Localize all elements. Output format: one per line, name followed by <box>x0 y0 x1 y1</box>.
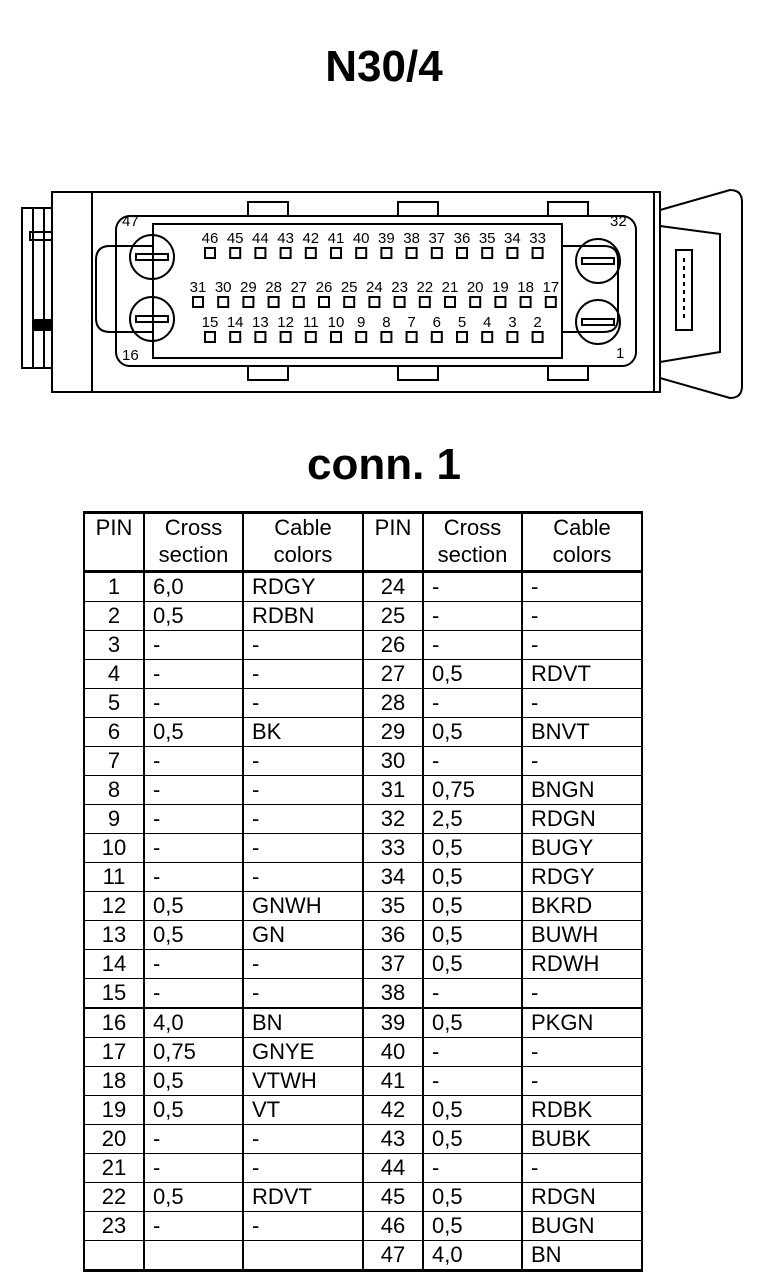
cross-section: - <box>423 979 522 1009</box>
cross-section: - <box>144 805 243 834</box>
pin-number: 20 <box>84 1125 144 1154</box>
cross-section: 0,5 <box>144 1096 243 1125</box>
pin-socket <box>457 332 467 342</box>
cable-color: BN <box>522 1241 642 1271</box>
pin-number: 8 <box>84 776 144 805</box>
pin-socket <box>495 297 505 307</box>
pin-socket <box>344 297 354 307</box>
cross-section: 0,5 <box>144 1183 243 1212</box>
cable-color: - <box>243 950 363 979</box>
connector-diagram <box>0 150 768 420</box>
cross-section: 0,5 <box>423 1008 522 1038</box>
pin-socket <box>205 332 215 342</box>
pin-socket <box>420 297 430 307</box>
cable-color: - <box>243 979 363 1009</box>
pin-socket <box>533 248 543 258</box>
table-row <box>84 805 642 834</box>
table-row <box>84 892 642 921</box>
pin-label: 24 <box>366 279 383 296</box>
cable-color: - <box>243 689 363 718</box>
pin-label: 33 <box>529 230 546 247</box>
pin-number: 26 <box>363 631 423 660</box>
pin-label: 45 <box>226 230 244 247</box>
pin-label: 17 <box>542 279 560 296</box>
table-row <box>84 1154 642 1183</box>
pin-number: 27 <box>363 660 423 689</box>
pin-number: 46 <box>363 1212 423 1241</box>
cross-section: - <box>144 660 243 689</box>
table-row <box>84 572 642 602</box>
table-row <box>84 834 642 863</box>
pin-label: 14 <box>226 314 244 331</box>
pin-label: 46 <box>201 230 219 247</box>
cable-color: BNVT <box>522 718 642 747</box>
pin-socket <box>281 248 291 258</box>
pin-number: 12 <box>84 892 144 921</box>
pin-label: 19 <box>492 279 509 296</box>
pin-number: 9 <box>84 805 144 834</box>
header-pin: PIN <box>84 513 144 572</box>
pin-socket <box>218 297 228 307</box>
pin-number: 4 <box>84 660 144 689</box>
pin-label: 39 <box>378 230 395 247</box>
cross-section: - <box>144 747 243 776</box>
pin-socket <box>381 248 391 258</box>
pin-label: 27 <box>290 279 308 296</box>
pin-number: 30 <box>363 747 423 776</box>
cross-section: 0,5 <box>423 921 522 950</box>
cable-color: - <box>522 602 642 631</box>
table-row <box>84 689 642 718</box>
pin-socket <box>507 332 517 342</box>
cable-color: - <box>243 631 363 660</box>
header-pin: PIN <box>363 513 423 572</box>
header-cross-section: Cross section <box>423 513 522 572</box>
cable-color: BUWH <box>522 921 642 950</box>
pin-label: 26 <box>315 279 333 296</box>
pin-number: 47 <box>363 1241 423 1271</box>
cable-color: - <box>522 747 642 776</box>
pin-label: 22 <box>416 279 434 296</box>
pin-number: 22 <box>84 1183 144 1212</box>
pin-label: 20 <box>466 279 484 296</box>
cable-color: - <box>243 747 363 776</box>
pin-number: 17 <box>84 1038 144 1067</box>
cable-color: - <box>243 805 363 834</box>
table-row <box>84 1038 642 1067</box>
pin-number: 33 <box>363 834 423 863</box>
pin-socket <box>255 248 265 258</box>
table-row <box>84 1067 642 1096</box>
pin-socket <box>407 248 417 258</box>
cable-color: GNYE <box>243 1038 363 1067</box>
pin-number: 37 <box>363 950 423 979</box>
pin-label: 28 <box>265 279 282 296</box>
cable-color: GNWH <box>243 892 363 921</box>
pin-socket <box>205 248 215 258</box>
table-row <box>84 1096 642 1125</box>
corner-label-32: 32 <box>610 213 627 230</box>
table-row <box>84 979 642 1009</box>
pin-number: 23 <box>84 1212 144 1241</box>
pin-socket <box>306 332 316 342</box>
connector-title: N30/4 <box>325 42 443 91</box>
cable-color: BKRD <box>522 892 642 921</box>
header-cable-colors: Cable colors <box>522 513 642 572</box>
pin-number: 2 <box>84 602 144 631</box>
pin-label: 9 <box>357 314 366 331</box>
pin-label: 11 <box>303 314 319 331</box>
cable-color: BUGN <box>522 1212 642 1241</box>
pin-socket <box>546 297 556 307</box>
pin-number: 31 <box>363 776 423 805</box>
pin-number: 40 <box>363 1038 423 1067</box>
pin-socket <box>319 297 329 307</box>
cable-color <box>243 1241 363 1271</box>
pin-label: 8 <box>382 314 391 331</box>
pin-socket <box>369 297 379 307</box>
table-row <box>84 776 642 805</box>
pin-label: 23 <box>391 279 408 296</box>
pin-label: 31 <box>189 279 207 296</box>
cable-color: RDBK <box>522 1096 642 1125</box>
pin-socket <box>281 332 291 342</box>
cross-section: - <box>144 689 243 718</box>
cable-color: - <box>243 776 363 805</box>
corner-label-16: 16 <box>122 347 139 364</box>
pin-label: 21 <box>441 279 459 296</box>
pin-number: 35 <box>363 892 423 921</box>
pin-socket <box>381 332 391 342</box>
cross-section: 0,5 <box>144 602 243 631</box>
pin-socket <box>470 297 480 307</box>
table-row <box>84 863 642 892</box>
cross-section: 0,5 <box>423 660 522 689</box>
pin-number <box>84 1241 144 1271</box>
cable-color: RDBN <box>243 602 363 631</box>
table-row <box>84 631 642 660</box>
table-row <box>84 921 642 950</box>
cross-section: - <box>144 631 243 660</box>
pin-label: 35 <box>478 230 496 247</box>
pin-number: 36 <box>363 921 423 950</box>
pin-number: 45 <box>363 1183 423 1212</box>
cable-color: PKGN <box>522 1008 642 1038</box>
cross-section: 0,5 <box>423 1096 522 1125</box>
pin-number: 11 <box>84 863 144 892</box>
cross-section: - <box>423 572 522 602</box>
pin-label: 37 <box>428 230 446 247</box>
pin-socket <box>482 248 492 258</box>
pin-number: 5 <box>84 689 144 718</box>
cross-section: 0,5 <box>423 1183 522 1212</box>
cross-section: 0,5 <box>423 892 522 921</box>
cable-color: RDVT <box>522 660 642 689</box>
cable-color: GN <box>243 921 363 950</box>
corner-label-1: 1 <box>616 345 625 362</box>
cable-color: VTWH <box>243 1067 363 1096</box>
cable-color: VT <box>243 1096 363 1125</box>
pin-socket <box>230 332 240 342</box>
table-header-row <box>84 513 642 572</box>
cross-section: 0,5 <box>144 921 243 950</box>
header-cross-section: Cross section <box>144 513 243 572</box>
cross-section <box>144 1241 243 1271</box>
pin-label: 44 <box>252 230 269 247</box>
cable-color: - <box>243 834 363 863</box>
table-row <box>84 1125 642 1154</box>
pin-number: 43 <box>363 1125 423 1154</box>
cable-color: BN <box>243 1008 363 1038</box>
pin-socket <box>395 297 405 307</box>
pin-number: 32 <box>363 805 423 834</box>
cross-section: 0,5 <box>423 950 522 979</box>
pin-number: 1 <box>84 572 144 602</box>
pin-label: 18 <box>517 279 534 296</box>
pin-socket <box>255 332 265 342</box>
pin-number: 15 <box>84 979 144 1009</box>
cable-color: - <box>522 631 642 660</box>
cross-section: - <box>144 1154 243 1183</box>
pin-number: 18 <box>84 1067 144 1096</box>
pin-label: 7 <box>407 314 416 331</box>
pin-label: 4 <box>483 314 492 331</box>
cross-section: 0,5 <box>144 718 243 747</box>
pin-socket <box>457 248 467 258</box>
cross-section: 0,75 <box>144 1038 243 1067</box>
cross-section: 0,5 <box>144 1067 243 1096</box>
pin-label: 29 <box>240 279 257 296</box>
table-row <box>84 747 642 776</box>
cable-color: - <box>243 863 363 892</box>
cable-color: BUBK <box>522 1125 642 1154</box>
cross-section: - <box>423 602 522 631</box>
cross-section: - <box>144 950 243 979</box>
pin-socket <box>533 332 543 342</box>
pin-label: 30 <box>214 279 232 296</box>
pin-socket <box>432 332 442 342</box>
table-row <box>84 1212 642 1241</box>
pin-label: 12 <box>277 314 294 331</box>
pin-number: 6 <box>84 718 144 747</box>
table-row <box>84 950 642 979</box>
cable-color: BK <box>243 718 363 747</box>
cross-section: - <box>423 1038 522 1067</box>
pin-number: 44 <box>363 1154 423 1183</box>
pin-table <box>83 511 643 1272</box>
pin-label: 5 <box>457 314 467 331</box>
pin-socket <box>294 297 304 307</box>
cross-section: 4,0 <box>144 1008 243 1038</box>
pin-number: 13 <box>84 921 144 950</box>
cross-section: 6,0 <box>144 572 243 602</box>
pin-socket <box>356 332 366 342</box>
pin-number: 42 <box>363 1096 423 1125</box>
pin-socket <box>243 297 253 307</box>
pin-socket <box>445 297 455 307</box>
pin-number: 16 <box>84 1008 144 1038</box>
cross-section: 4,0 <box>423 1241 522 1271</box>
cross-section: 0,5 <box>423 1212 522 1241</box>
pin-label: 36 <box>453 230 471 247</box>
table-row <box>84 718 642 747</box>
cross-section: 0,5 <box>423 1125 522 1154</box>
cable-color: RDGY <box>522 863 642 892</box>
cable-color: - <box>522 1067 642 1096</box>
cable-color: - <box>243 1212 363 1241</box>
pin-number: 25 <box>363 602 423 631</box>
pin-number: 29 <box>363 718 423 747</box>
cable-color: - <box>522 1154 642 1183</box>
cross-section: 0,5 <box>423 718 522 747</box>
table-row <box>84 1008 642 1038</box>
cable-color: BNGN <box>522 776 642 805</box>
pin-socket <box>306 248 316 258</box>
cross-section: - <box>144 1125 243 1154</box>
cross-section: - <box>423 1154 522 1183</box>
cable-color: RDGN <box>522 1183 642 1212</box>
cross-section: - <box>423 1067 522 1096</box>
pin-socket <box>432 248 442 258</box>
cross-section: 2,5 <box>423 805 522 834</box>
pin-label: 40 <box>352 230 370 247</box>
cross-section: 0,5 <box>144 892 243 921</box>
cable-color: - <box>522 572 642 602</box>
pin-label: 41 <box>327 230 345 247</box>
cable-color: RDGY <box>243 572 363 602</box>
pin-socket <box>230 248 240 258</box>
pin-label: 6 <box>432 314 441 331</box>
pin-number: 38 <box>363 979 423 1009</box>
cross-section: 0,75 <box>423 776 522 805</box>
pin-number: 14 <box>84 950 144 979</box>
pin-label: 38 <box>403 230 420 247</box>
cross-section: - <box>144 979 243 1009</box>
connector-subtitle: conn. 1 <box>306 440 462 489</box>
table-row <box>84 602 642 631</box>
pin-label: 43 <box>277 230 294 247</box>
pin-socket <box>507 248 517 258</box>
cross-section: - <box>423 747 522 776</box>
cross-section: - <box>144 863 243 892</box>
pin-number: 28 <box>363 689 423 718</box>
table-row <box>84 1241 642 1271</box>
pin-number: 21 <box>84 1154 144 1183</box>
pin-socket <box>193 297 203 307</box>
header-cable-colors: Cable colors <box>243 513 363 572</box>
pin-socket <box>269 297 279 307</box>
pin-socket <box>356 248 366 258</box>
cable-color: BUGY <box>522 834 642 863</box>
cross-section: - <box>423 689 522 718</box>
table-row <box>84 1183 642 1212</box>
pin-socket <box>331 248 341 258</box>
cross-section: - <box>144 1212 243 1241</box>
cable-color: RDWH <box>522 950 642 979</box>
pin-label: 15 <box>201 314 219 331</box>
pin-number: 39 <box>363 1008 423 1038</box>
pin-label: 42 <box>302 230 320 247</box>
pin-number: 19 <box>84 1096 144 1125</box>
pin-number: 7 <box>84 747 144 776</box>
pin-label: 25 <box>340 279 358 296</box>
cable-color: - <box>522 979 642 1009</box>
pin-number: 41 <box>363 1067 423 1096</box>
pin-label: 13 <box>252 314 269 331</box>
pin-socket <box>407 332 417 342</box>
table-row <box>84 660 642 689</box>
pin-socket <box>331 332 341 342</box>
cross-section: - <box>144 776 243 805</box>
pin-number: 3 <box>84 631 144 660</box>
cable-color: - <box>243 660 363 689</box>
cable-color: RDVT <box>243 1183 363 1212</box>
cable-color: - <box>243 1154 363 1183</box>
cable-color: - <box>243 1125 363 1154</box>
pin-label: 3 <box>508 314 517 331</box>
cable-color: - <box>522 1038 642 1067</box>
pin-number: 34 <box>363 863 423 892</box>
pin-label: 2 <box>533 314 542 331</box>
pin-socket <box>482 332 492 342</box>
cross-section: 0,5 <box>423 863 522 892</box>
cable-color: RDGN <box>522 805 642 834</box>
pin-label: 34 <box>504 230 521 247</box>
cross-section: 0,5 <box>423 834 522 863</box>
pin-socket <box>521 297 531 307</box>
pin-number: 24 <box>363 572 423 602</box>
pin-label: 10 <box>327 314 345 331</box>
corner-label-47: 47 <box>122 213 139 230</box>
pin-number: 10 <box>84 834 144 863</box>
cross-section: - <box>144 834 243 863</box>
cable-color: - <box>522 689 642 718</box>
cross-section: - <box>423 631 522 660</box>
